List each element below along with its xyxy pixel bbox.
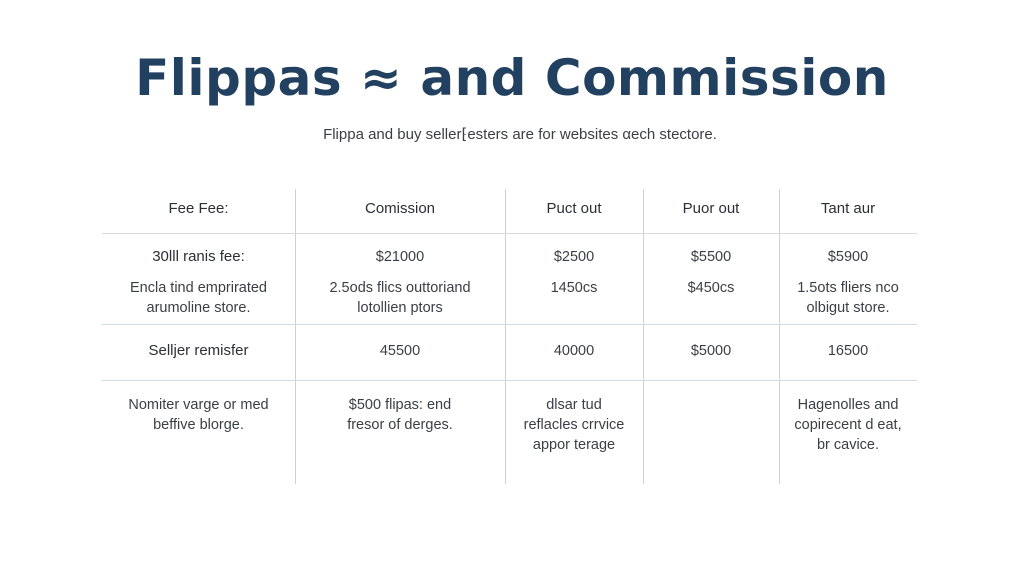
cell-line: appor terage (532, 437, 616, 453)
table-cell (295, 247, 505, 318)
cell-line: 40000 (553, 343, 595, 359)
cell-line: $500 flipas: end (348, 397, 452, 413)
page-subtitle: Flippa and buy seller⁅esters are for websites αech stectore. (323, 126, 717, 143)
cell-line: 2.5ods flics outtoriand (329, 280, 471, 296)
table-cell (779, 341, 917, 361)
cell-line: br cavice. (816, 437, 880, 453)
table-cell (643, 247, 779, 298)
column-header-tant-aur: Tant aur (820, 200, 876, 217)
cell-line: $5900 (827, 249, 869, 265)
column-header-puor-out: Puor out (682, 200, 740, 217)
table-cell (505, 341, 643, 361)
column-header-puct-out: Puct out (546, 200, 602, 217)
cell-line: olbigut store. (806, 300, 890, 316)
page-title: Flippas ≈ and Commission (135, 49, 889, 107)
cell-line: Nomiter varge or med (128, 397, 269, 413)
table-cell (102, 395, 295, 435)
table-cell (779, 247, 917, 318)
table-cell (102, 247, 295, 318)
cell-line: 1450cs (550, 280, 598, 296)
row-divider (102, 324, 917, 325)
cell-line: $2500 (553, 249, 595, 265)
column-header-commission: Comission (364, 200, 436, 217)
column-header-fee: Fee Fee: (168, 200, 229, 217)
cell-line: beffive blorge. (153, 417, 244, 433)
cell-line: $5500 (690, 249, 732, 265)
cell-line: dlsar tud (546, 397, 602, 413)
row-divider (102, 380, 917, 381)
cell-line: arumoline store. (146, 300, 251, 316)
table-cell (295, 341, 505, 361)
cell-line: copirecent d eat, (794, 417, 902, 433)
table-cell (643, 341, 779, 361)
cell-line: 16500 (827, 343, 869, 359)
cell-line: fresor of derges. (347, 417, 453, 433)
cell-line: Hagenolles and (797, 397, 899, 413)
table-cell (779, 395, 917, 455)
cell-line: 45500 (379, 343, 421, 359)
cell-line: $21000 (375, 249, 425, 265)
cell-line: lotollien ptors (357, 300, 443, 316)
fee-comparison-table (102, 189, 917, 484)
table-cell (505, 247, 643, 298)
table-cell (102, 341, 295, 361)
cell-line: 30lll ranis fee: (152, 248, 245, 265)
cell-line: 1.5ots fliers nco (797, 280, 899, 296)
cell-line: Selljer remisfer (148, 342, 249, 359)
table-cell (295, 395, 505, 435)
cell-line: $450cs (687, 280, 735, 296)
row-divider (102, 233, 917, 234)
cell-line: reflacles crrvice (523, 417, 625, 433)
table-cell (505, 395, 643, 455)
cell-line: $5000 (690, 343, 732, 359)
cell-line: Encla tind emprirated (129, 280, 267, 296)
